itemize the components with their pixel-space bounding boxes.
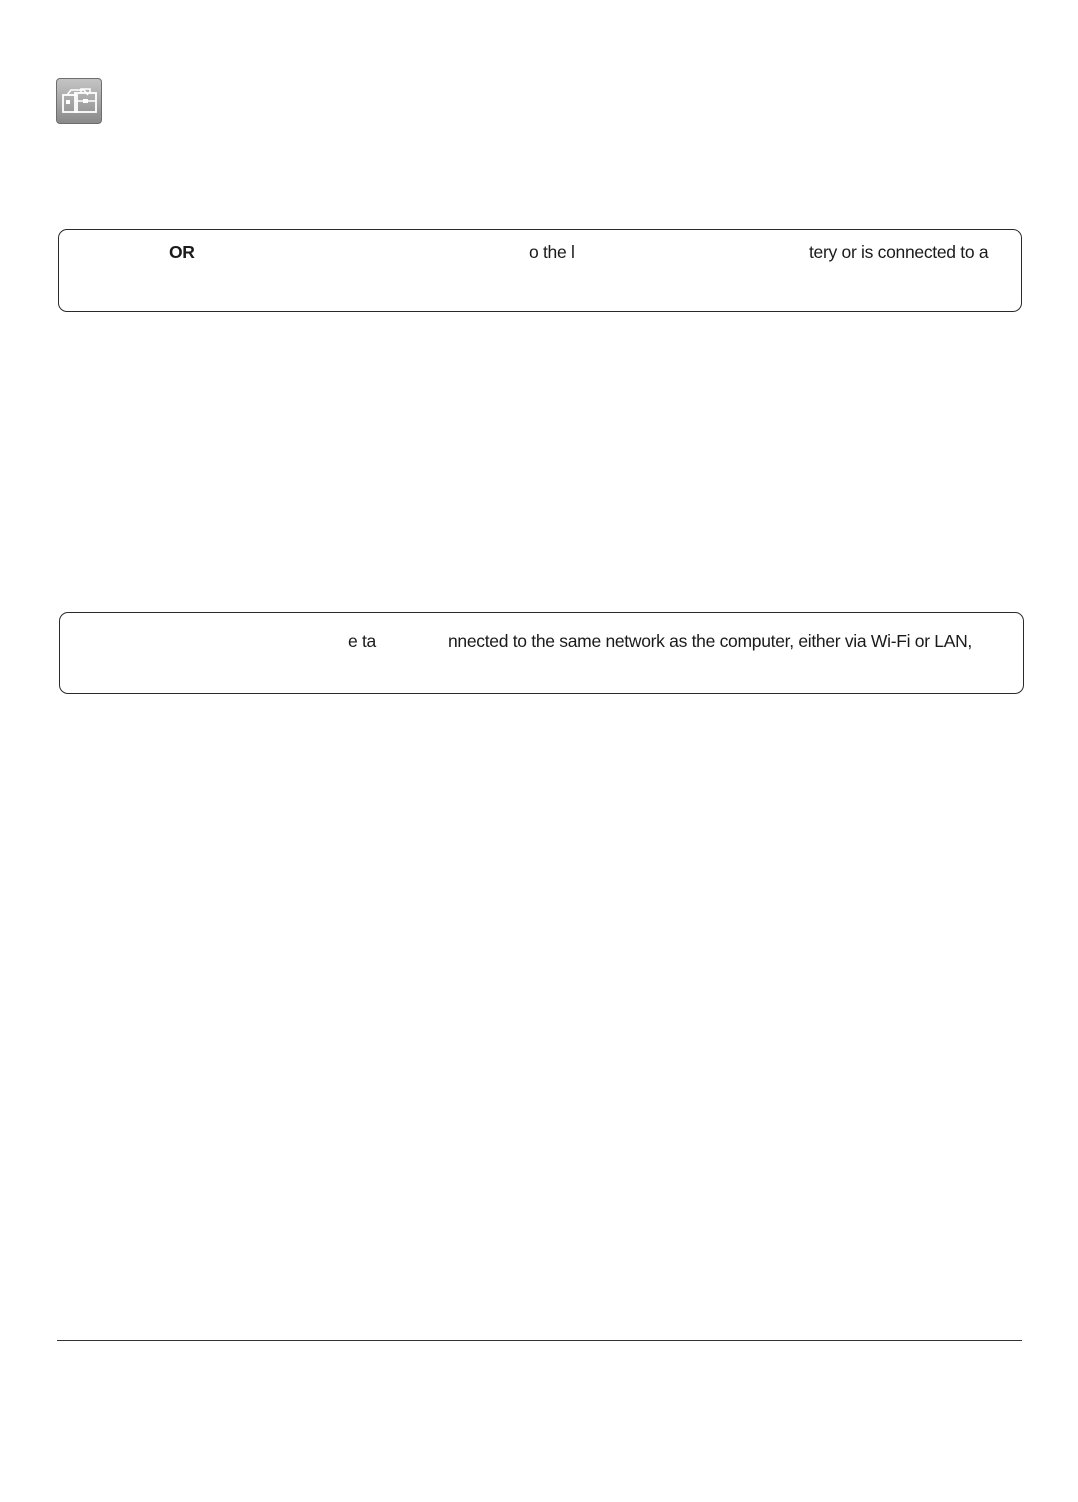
notice-text-fragment: o the l	[529, 242, 575, 262]
notice-keyword: OR	[169, 242, 195, 262]
notice-box-network	[59, 612, 1024, 694]
notice-text-fragment: nnected to the same network as the computer, either via Wi-Fi or LAN,	[448, 631, 972, 651]
notice-text-fragment: e ta	[348, 631, 376, 651]
notice-text-fragment: tery or is connected to a	[809, 242, 989, 262]
toolbox-icon	[56, 78, 102, 124]
footer-divider	[57, 1340, 1022, 1341]
